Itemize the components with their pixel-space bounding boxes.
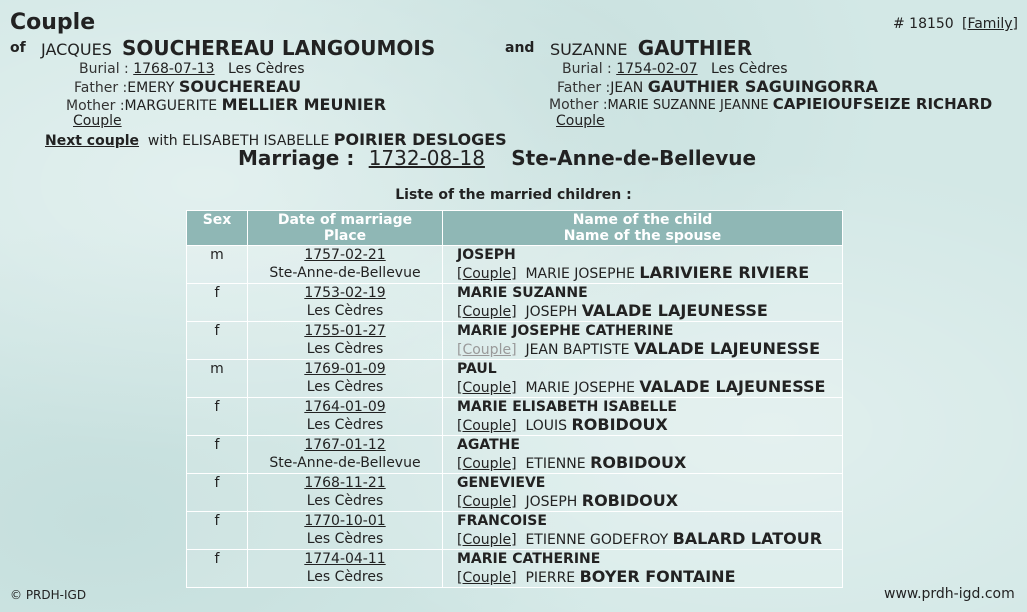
child-spouse-given: PIERRE bbox=[525, 570, 576, 586]
table-row bbox=[187, 322, 843, 360]
children-table bbox=[186, 210, 843, 588]
page-title: Couple bbox=[10, 10, 96, 35]
child-marriage-place: Les Cèdres bbox=[306, 493, 384, 509]
child-name: PAUL bbox=[457, 361, 497, 377]
wife-couple-link[interactable]: Couple bbox=[556, 113, 605, 129]
child-marriage-date-link[interactable]: 1769-01-09 bbox=[304, 361, 386, 377]
husband-name bbox=[41, 36, 435, 60]
child-marriage bbox=[248, 512, 443, 550]
husband-mother-given: MARGUERITE bbox=[124, 98, 218, 114]
child-names bbox=[443, 322, 843, 360]
child-marriage bbox=[248, 360, 443, 398]
table-row bbox=[187, 398, 843, 436]
child-marriage bbox=[248, 474, 443, 512]
child-spouse-given: JOSEPH bbox=[525, 494, 578, 510]
wife-name bbox=[550, 36, 752, 60]
table-header-row bbox=[187, 211, 843, 246]
husband-burial-place: Les Cèdres bbox=[227, 61, 305, 77]
husband-given-name: JACQUES bbox=[41, 40, 112, 59]
wife-surname: GAUTHIER bbox=[637, 36, 753, 60]
next-couple-surname: POIRIER DESLOGES bbox=[333, 130, 507, 149]
child-marriage bbox=[248, 284, 443, 322]
table-row bbox=[187, 550, 843, 588]
table-row bbox=[187, 512, 843, 550]
child-marriage-date-link[interactable]: 1774-04-11 bbox=[304, 551, 386, 567]
child-marriage-place: Ste-Anne-de-Bellevue bbox=[269, 265, 421, 281]
child-marriage-date-link[interactable]: 1764-01-09 bbox=[304, 399, 386, 415]
child-spouse-surname: BALARD LATOUR bbox=[672, 529, 823, 548]
husband-father-surname: SOUCHEREAU bbox=[178, 77, 302, 96]
footer-website[interactable]: www.prdh-igd.com bbox=[884, 586, 1015, 602]
child-marriage bbox=[248, 322, 443, 360]
child-marriage-date-link[interactable]: 1768-11-21 bbox=[304, 475, 386, 491]
family-link[interactable]: [Family] bbox=[962, 16, 1018, 32]
table-row bbox=[187, 360, 843, 398]
child-sex: m bbox=[187, 246, 248, 284]
marriage-place: Ste-Anne-de-Bellevue bbox=[511, 146, 757, 170]
child-marriage-date-link[interactable]: 1757-02-21 bbox=[304, 247, 386, 263]
husband-burial-date-link[interactable]: 1768-07-13 bbox=[133, 61, 215, 77]
footer-copyright: © PRDH-IGD bbox=[10, 588, 87, 602]
child-marriage-date-link[interactable]: 1767-01-12 bbox=[304, 437, 386, 453]
wife-mother bbox=[549, 95, 992, 113]
child-marriage bbox=[248, 436, 443, 474]
child-couple-link[interactable]: [Couple] bbox=[457, 532, 517, 548]
child-couple-link[interactable]: [Couple] bbox=[457, 266, 517, 282]
child-marriage-date-link[interactable]: 1755-01-27 bbox=[304, 323, 386, 339]
wife-burial-place: Les Cèdres bbox=[710, 61, 788, 77]
header-child: Name of the child bbox=[572, 212, 713, 228]
wife-mother-given: MARIE SUZANNE JEANNE bbox=[607, 98, 769, 113]
child-marriage bbox=[248, 398, 443, 436]
table-row bbox=[187, 284, 843, 322]
header-sex: Sex bbox=[187, 211, 248, 246]
child-spouse-given: ETIENNE GODEFROY bbox=[525, 532, 669, 548]
child-spouse bbox=[457, 302, 838, 321]
husband-father bbox=[74, 77, 301, 96]
wife-father bbox=[557, 77, 878, 96]
child-spouse bbox=[457, 264, 838, 283]
child-name: GENEVIEVE bbox=[457, 475, 546, 491]
header-place: Place bbox=[323, 228, 367, 244]
child-marriage-date-link[interactable]: 1770-10-01 bbox=[304, 513, 386, 529]
child-couple-link[interactable]: [Couple] bbox=[457, 304, 517, 320]
husband-surname: SOUCHEREAU LANGOUMOIS bbox=[122, 36, 436, 60]
child-spouse-given: MARIE JOSEPHE bbox=[525, 380, 635, 396]
next-couple-with: with ELISABETH ISABELLE bbox=[147, 133, 330, 149]
wife-mother-surname: CAPIEIOUFSEIZE RICHARD bbox=[772, 95, 993, 113]
child-spouse-given: MARIE JOSEPHE bbox=[525, 266, 635, 282]
husband-mother-surname: MELLIER MEUNIER bbox=[221, 95, 387, 114]
husband-mother-label: Mother : bbox=[66, 98, 125, 114]
child-spouse-given: JOSEPH bbox=[525, 304, 578, 320]
marriage-info bbox=[238, 146, 756, 170]
table-row bbox=[187, 436, 843, 474]
wife-father-surname: GAUTHIER SAGUINGORRA bbox=[647, 77, 878, 96]
child-spouse-given: JEAN BAPTISTE bbox=[525, 342, 630, 358]
header-date-place bbox=[248, 211, 443, 246]
children-list-title: Liste of the married children : bbox=[395, 187, 632, 203]
wife-burial-date-link[interactable]: 1754-02-07 bbox=[616, 61, 698, 77]
wife-burial bbox=[562, 61, 788, 77]
child-marriage-place: Les Cèdres bbox=[306, 417, 384, 433]
child-marriage bbox=[248, 246, 443, 284]
child-marriage-place: Les Cèdres bbox=[306, 303, 384, 319]
wife-burial-label: Burial : bbox=[562, 61, 612, 77]
header-date: Date of marriage bbox=[277, 212, 413, 228]
child-sex: f bbox=[187, 550, 248, 588]
husband-burial-label: Burial : bbox=[79, 61, 129, 77]
child-sex: f bbox=[187, 512, 248, 550]
header-names bbox=[443, 211, 843, 246]
husband-father-given: EMERY bbox=[127, 80, 175, 96]
child-names bbox=[443, 246, 843, 284]
wife-given-name: SUZANNE bbox=[550, 40, 628, 59]
child-couple-link[interactable]: [Couple] bbox=[457, 570, 517, 586]
child-spouse-surname: BOYER FONTAINE bbox=[579, 567, 736, 586]
child-couple-link[interactable]: [Couple] bbox=[457, 494, 517, 510]
child-spouse-surname: ROBIDOUX bbox=[581, 491, 679, 510]
child-spouse bbox=[457, 492, 838, 511]
marriage-label: Marriage : bbox=[238, 146, 355, 170]
child-spouse-surname: ROBIDOUX bbox=[590, 453, 687, 472]
child-name: FRANCOISE bbox=[457, 513, 547, 529]
child-sex: m bbox=[187, 360, 248, 398]
child-name: AGATHE bbox=[457, 437, 520, 453]
child-marriage-place: Les Cèdres bbox=[306, 341, 384, 357]
child-names bbox=[443, 474, 843, 512]
child-sex: f bbox=[187, 284, 248, 322]
child-sex: f bbox=[187, 398, 248, 436]
child-names bbox=[443, 436, 843, 474]
child-name: MARIE JOSEPHE CATHERINE bbox=[457, 323, 674, 339]
child-spouse-given: LOUIS bbox=[525, 418, 568, 434]
table-row bbox=[187, 474, 843, 512]
child-spouse-surname: ROBIDOUX bbox=[571, 415, 668, 434]
child-spouse-given: ETIENNE bbox=[525, 456, 586, 472]
child-spouse bbox=[457, 378, 838, 397]
wife-father-given: JEAN bbox=[610, 80, 644, 96]
child-names bbox=[443, 360, 843, 398]
child-couple-link[interactable]: [Couple] bbox=[457, 418, 517, 434]
child-sex: f bbox=[187, 436, 248, 474]
child-marriage-place: Les Cèdres bbox=[306, 569, 384, 585]
child-marriage-place: Ste-Anne-de-Bellevue bbox=[269, 455, 421, 471]
child-spouse bbox=[457, 454, 838, 473]
and-label: and bbox=[505, 40, 535, 56]
child-sex: f bbox=[187, 322, 248, 360]
child-name: MARIE ELISABETH ISABELLE bbox=[457, 399, 677, 415]
table-row bbox=[187, 246, 843, 284]
header-spouse: Name of the spouse bbox=[563, 228, 722, 244]
wife-father-label: Father : bbox=[557, 80, 611, 96]
child-spouse bbox=[457, 568, 838, 587]
child-names bbox=[443, 512, 843, 550]
child-spouse-surname: LARIVIERE RIVIERE bbox=[639, 263, 810, 282]
next-couple-link[interactable]: Next couple bbox=[45, 133, 140, 149]
child-spouse bbox=[457, 530, 838, 549]
child-name: JOSEPH bbox=[457, 247, 516, 263]
child-spouse-surname: VALADE LAJEUNESSE bbox=[639, 377, 826, 396]
wife-mother-label: Mother : bbox=[549, 97, 608, 113]
child-couple-link[interactable]: [Couple] bbox=[457, 456, 517, 472]
husband-couple-link[interactable]: Couple bbox=[73, 113, 122, 129]
of-label: of bbox=[10, 40, 26, 56]
husband-burial bbox=[79, 61, 305, 77]
child-names bbox=[443, 550, 843, 588]
husband-father-label: Father : bbox=[74, 80, 128, 96]
child-name: MARIE SUZANNE bbox=[457, 285, 588, 301]
child-names bbox=[443, 398, 843, 436]
record-number: # 18150 bbox=[893, 16, 954, 32]
child-spouse-surname: VALADE LAJEUNESSE bbox=[581, 301, 768, 320]
child-marriage-date-link[interactable]: 1753-02-19 bbox=[304, 285, 386, 301]
marriage-date-link[interactable]: 1732-08-18 bbox=[368, 146, 485, 170]
child-spouse bbox=[457, 340, 838, 359]
child-marriage bbox=[248, 550, 443, 588]
child-spouse-surname: VALADE LAJEUNESSE bbox=[633, 339, 821, 358]
child-couple-link[interactable]: [Couple] bbox=[457, 380, 517, 396]
child-spouse bbox=[457, 416, 838, 435]
husband-mother bbox=[66, 95, 386, 114]
child-name: MARIE CATHERINE bbox=[457, 551, 601, 567]
child-names bbox=[443, 284, 843, 322]
child-marriage-place: Les Cèdres bbox=[306, 531, 384, 547]
child-sex: f bbox=[187, 474, 248, 512]
child-couple-link[interactable]: [Couple] bbox=[457, 342, 517, 358]
child-marriage-place: Les Cèdres bbox=[306, 379, 384, 395]
